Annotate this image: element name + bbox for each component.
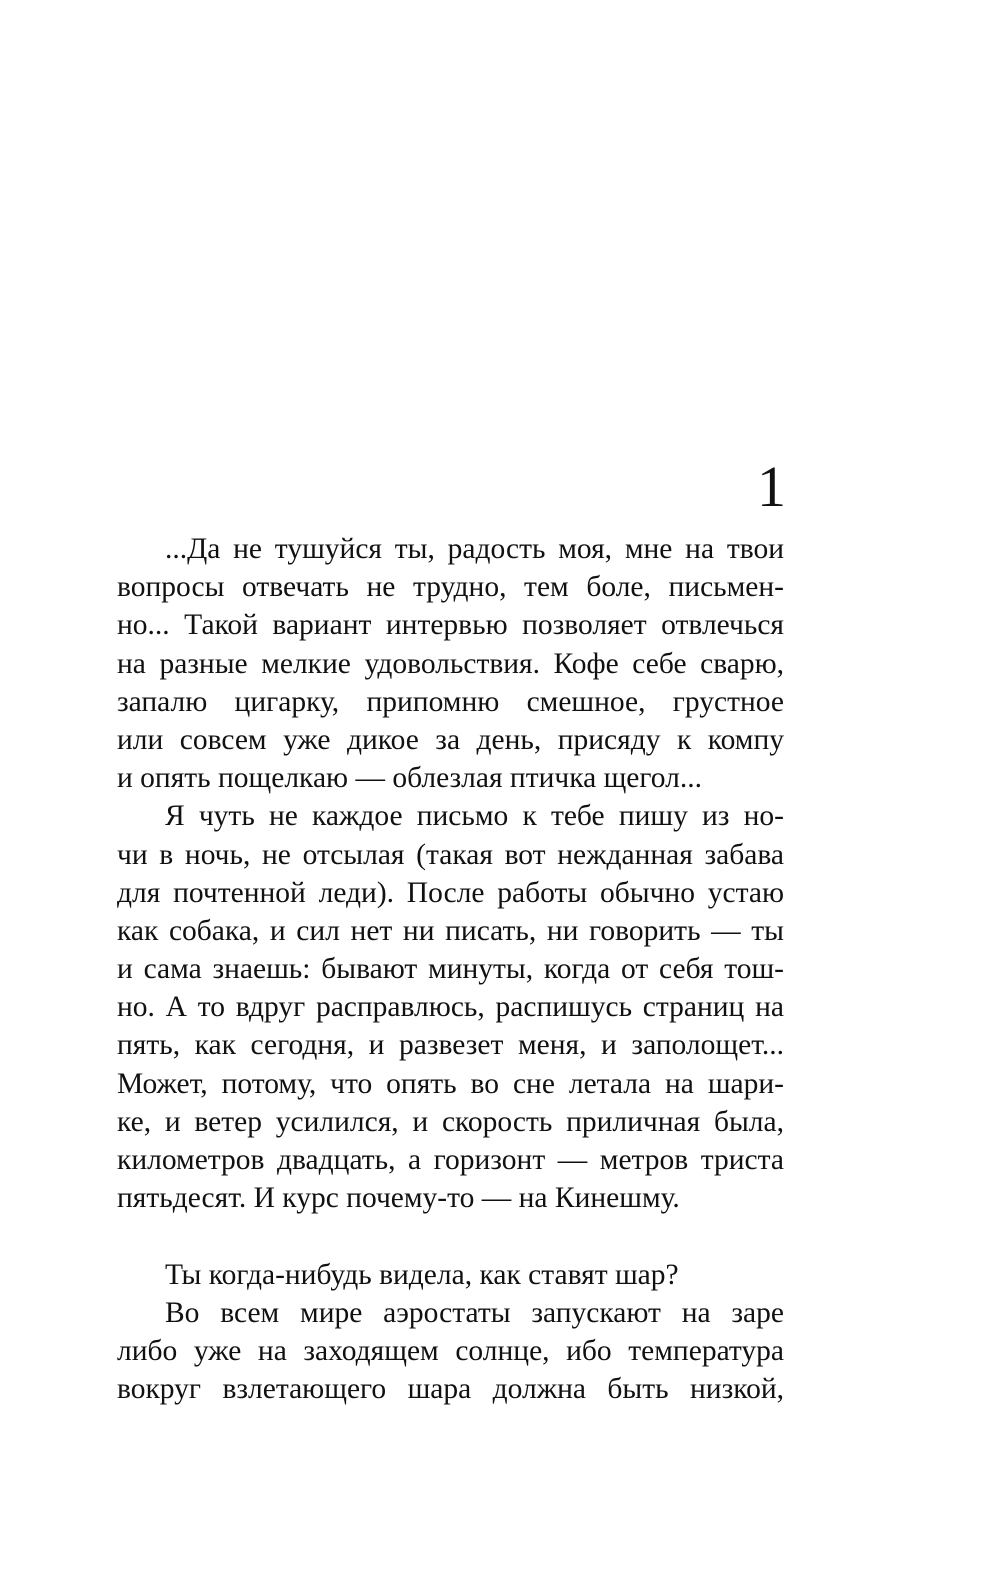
text-line: Может, потому, что опять во сне летала на шари- [117,1067,784,1100]
paragraph [117,797,784,1217]
text-line: Ты когда-нибудь видела, как ставят шар? [165,1258,679,1291]
text-line: или совсем уже дикое за день, присяду к компу [117,723,784,756]
text-line: либо уже на заходящем солнце, ибо температура [117,1334,784,1367]
paragraph [117,1294,784,1409]
text-line: ке, и ветер усилился, и скорость приличная была, [117,1105,784,1138]
text-line: запалю цигарку, припомню смешное, грустное [117,685,784,718]
text-line: на разные мелкие удовольствия. Кофе себе сварю, [117,647,784,680]
chapter-number: 1 [757,454,786,519]
text-line: ...Да не тушуйся ты, радость моя, мне на твои [165,533,784,565]
text-line: пять, как сегодня, и развезет меня, и заполощет... [117,1029,784,1062]
text-line: и опять пощелкаю — облезлая птичка щегол... [117,762,702,795]
text-line: пятьдесят. И курс почему-то — на Кинешму. [117,1182,680,1215]
text-line: вокруг взлетающего шара должна быть низкой, [117,1373,784,1406]
body-text [117,530,784,1408]
paragraph [117,1256,784,1294]
text-line: как собака, и сил нет ни писать, ни говорить — ты [117,914,784,947]
text-line: но. А то вдруг расправлюсь, распишусь страниц на [117,991,784,1024]
text-line: чи в ночь, не отсылая (такая вот нежданная забава [117,838,784,871]
text-line: километров двадцать, а горизонт — метров триста [117,1144,784,1176]
section-break [117,1217,784,1255]
paragraph [117,530,784,797]
text-line: вопросы отвечать не трудно, тем боле, письмен- [117,571,784,604]
text-line: для почтенной леди). После работы обычно устаю [117,876,784,909]
text-line: Во всем мире аэростаты запускают на заре [165,1296,784,1329]
text-line: и сама знаешь: бывают минуты, когда от себя тош- [117,953,784,986]
text-line: Я чуть не каждое письмо к тебе пишу из но- [165,800,784,833]
text-line: но... Такой вариант интервью позволяет отвлечься [117,609,784,642]
